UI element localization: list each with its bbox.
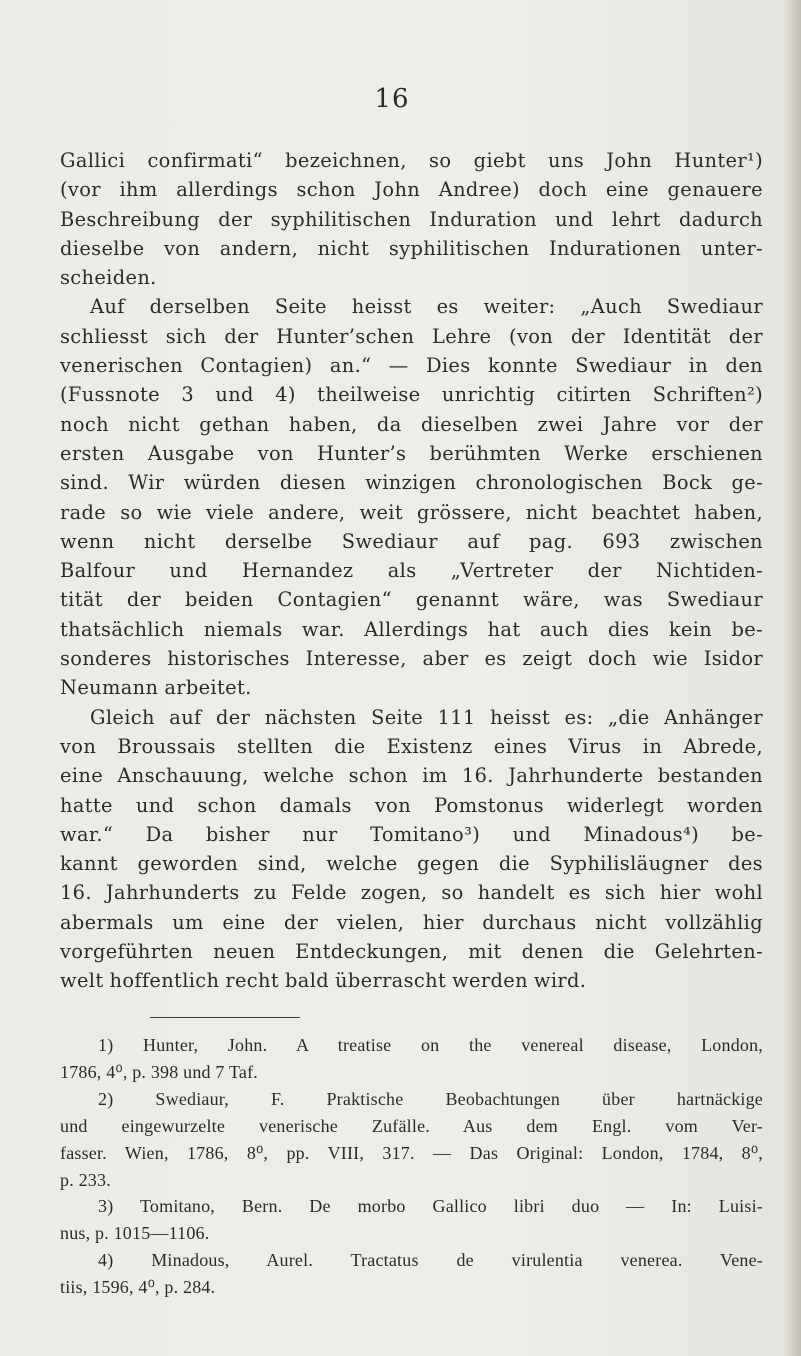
page-number: 16 [374, 84, 410, 114]
footnote-line: 4) Minadous, Aurel. Tractatus de virulentia venerea. Vene- [98, 1250, 763, 1271]
text-line: Gallici confirmati“ bezeichnen, so giebt uns John Hunter¹) [60, 149, 763, 172]
text-line: sind. Wir würden diesen winzigen chronologischen Bock ge- [60, 471, 763, 495]
text-line: abermals um eine der vielen, hier durchaus nicht vollzählig [60, 910, 763, 934]
text-line: Auf derselben Seite heisst es weiter: „Auch Swediaur [90, 295, 763, 319]
footnote-line: 3) Tomitano, Bern. De morbo Gallico libri duo — In: Luisi- [98, 1196, 763, 1217]
footnote-separator [150, 1017, 300, 1018]
text-line: von Broussais stellten die Existenz eines Virus in Abrede, [60, 734, 763, 758]
footnote-line: 1) Hunter, John. A treatise on the venereal disease, London, [98, 1035, 763, 1055]
text-line: noch nicht gethan haben, da dieselben zwei Jahre vor der [60, 412, 763, 436]
text-line: hatte und schon damals von Pomstonus widerlegt worden [60, 793, 763, 817]
text-line: 16. Jahrhunderts zu Felde zogen, so handelt es sich hier wohl [60, 881, 763, 905]
footnote-line: fasser. Wien, 1786, 8⁰, pp. VIII, 317. — Das Original: London, 1784, 8⁰, [60, 1142, 763, 1163]
text-line: (vor ihm allerdings schon John Andree) doch eine genauere [60, 178, 763, 202]
text-line: sonderes historisches Interesse, aber es zeigt doch wie Isidor [60, 647, 763, 671]
text-line: welt hoffentlich recht bald überrascht werden wird. [60, 969, 587, 993]
text-line: rade so wie viele andere, weit grössere, nicht beachtet haben, [60, 500, 763, 524]
footnote-line: p. 233. [60, 1169, 111, 1190]
text-line: wenn nicht derselbe Swediaur auf pag. 693 zwischen [60, 529, 763, 553]
text-line: eine Anschauung, welche schon im 16. Jahrhunderte bestanden [60, 764, 763, 788]
text-line: (Fussnote 3 und 4) theilweise unrichtig citirten Schriften²) [60, 383, 763, 407]
text-line: kannt geworden sind, welche gegen die Syphilisläugner des [60, 852, 763, 876]
text-line: war.“ Da bisher nur Tomitano³) und Minadous⁴) be- [60, 822, 763, 846]
footnote-line: 2) Swediaur, F. Praktische Beobachtungen über hartnäckige [98, 1088, 763, 1109]
text-line: vorgeführten neuen Entdeckungen, mit denen die Gelehrten- [60, 940, 763, 964]
main-text [60, 146, 763, 996]
text-line: tität der beiden Contagien“ genannt wäre, was Swediaur [60, 588, 763, 612]
text-line: Gleich auf der nächsten Seite 111 heisst es: „die Anhänger [90, 705, 763, 729]
footnote-line: tiis, 1596, 4⁰, p. 284. [60, 1277, 216, 1298]
page-edge-shadow [783, 0, 801, 1356]
text-line: scheiden. [60, 266, 157, 290]
footnote-line: 1786, 4⁰, p. 398 und 7 Taf. [60, 1061, 259, 1082]
text-line: Beschreibung der syphilitischen Induration und lehrt dadurch [60, 207, 763, 231]
footnote-line: und eingewurzelte venerische Zufälle. Aus dem Engl. vom Ver- [60, 1115, 763, 1136]
footnote-line: nus, p. 1015—1106. [60, 1223, 210, 1244]
text-line: schliesst sich der Hunter’schen Lehre (von der Identität der [60, 324, 763, 348]
text-line: dieselbe von andern, nicht syphilitischen Indurationen unter- [60, 236, 763, 260]
footnotes [60, 1032, 763, 1301]
text-line: ersten Ausgabe von Hunter’s berühmten Werke erschienen [60, 441, 763, 465]
text-line: thatsächlich niemals war. Allerdings hat auch dies kein be- [60, 617, 763, 641]
text-line: Balfour und Hernandez als „Vertreter der Nichtiden- [60, 559, 763, 583]
text-line: Neumann arbeitet. [60, 676, 252, 700]
text-line: venerischen Contagien) an.“ — Dies konnte Swediaur in den [60, 354, 763, 378]
